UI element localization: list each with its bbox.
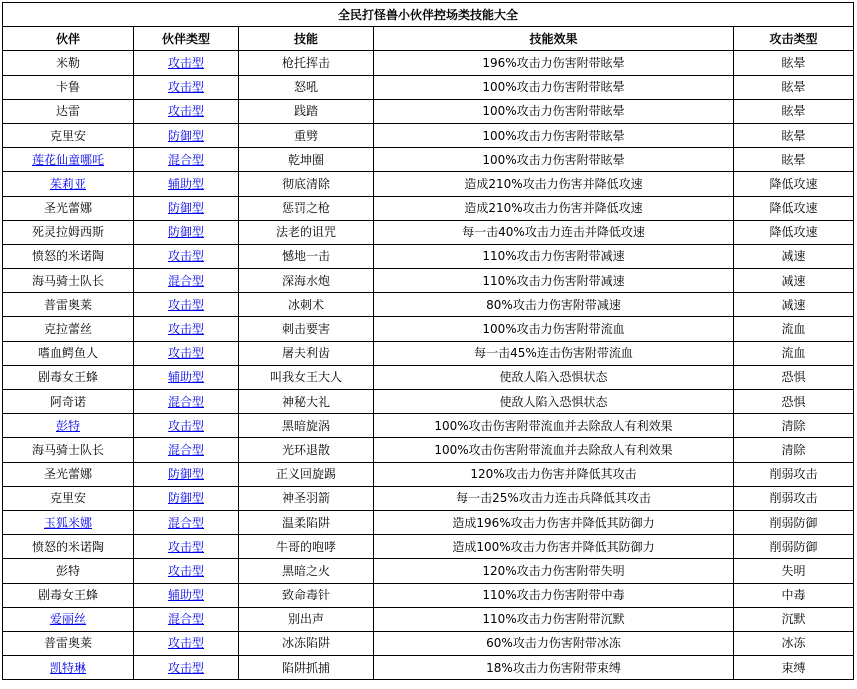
partner-type-link[interactable]: 攻击型 xyxy=(167,297,204,312)
skill-effect-text: 100%攻击伤害附带流血并去除敌人有利效果 xyxy=(434,418,673,433)
partner-type-link[interactable]: 混合型 xyxy=(167,273,204,288)
skill-name: 冰冻陷阱 xyxy=(281,636,330,651)
partner-type-cell xyxy=(134,220,239,244)
skill-name: 乾坤圈 xyxy=(287,152,324,167)
skill-effect-cell xyxy=(374,196,734,220)
attack-type-text: 眩晕 xyxy=(781,80,806,95)
partner-type-cell xyxy=(134,341,239,365)
attack-type-cell xyxy=(734,510,854,534)
skill-name: 重劈 xyxy=(293,128,318,143)
skill-effect-text: 18%攻击力伤害附带束缚 xyxy=(486,660,621,675)
skill-name: 彻底清除 xyxy=(281,176,330,191)
table-row xyxy=(3,607,854,631)
attack-type-cell xyxy=(734,269,854,293)
skill-cell xyxy=(239,293,374,317)
partner-type-link[interactable]: 攻击型 xyxy=(167,346,204,361)
header-partner: 伙伴 xyxy=(3,27,134,51)
table-row xyxy=(3,656,854,680)
skill-effect-text: 110%攻击力伤害附带沉默 xyxy=(482,612,625,627)
partner-cell xyxy=(3,172,134,196)
partner-cell xyxy=(3,244,134,268)
skill-cell xyxy=(239,414,374,438)
skill-effect-cell xyxy=(374,123,734,147)
attack-type-text: 流血 xyxy=(781,322,806,337)
attack-type-cell xyxy=(734,365,854,389)
skill-effect-cell xyxy=(374,148,734,172)
skill-name: 法老的诅咒 xyxy=(275,225,336,240)
attack-type-text: 眩晕 xyxy=(781,55,806,70)
skill-effect-text: 120%攻击力伤害并降低其攻击 xyxy=(470,467,637,482)
attack-type-text: 降低攻速 xyxy=(769,201,818,216)
partner-cell xyxy=(3,462,134,486)
attack-type-text: 眩晕 xyxy=(781,104,806,119)
table-row xyxy=(3,414,854,438)
partner-type-cell xyxy=(134,148,239,172)
partner-name: 愤怒的米诺陶 xyxy=(31,249,104,264)
partner-name: 海马骑士队长 xyxy=(31,442,104,457)
table-row xyxy=(3,123,854,147)
skill-effect-cell xyxy=(374,390,734,414)
skill-name: 光环退散 xyxy=(281,442,330,457)
partner-cell xyxy=(3,341,134,365)
skill-name: 枪托挥击 xyxy=(281,55,330,70)
partner-cell xyxy=(3,559,134,583)
skill-cell xyxy=(239,172,374,196)
skill-effect-cell xyxy=(374,607,734,631)
attack-type-text: 削弱攻击 xyxy=(769,467,818,482)
skill-cell xyxy=(239,220,374,244)
attack-type-cell xyxy=(734,196,854,220)
attack-type-cell xyxy=(734,535,854,559)
partner-cell xyxy=(3,75,134,99)
skill-effect-cell xyxy=(374,559,734,583)
skill-cell xyxy=(239,510,374,534)
partner-name: 卡鲁 xyxy=(55,80,80,95)
partner-type-cell xyxy=(134,172,239,196)
attack-type-text: 束缚 xyxy=(781,660,806,675)
skill-name: 陷阱抓捕 xyxy=(281,660,330,675)
partner-name: 圣光蕾娜 xyxy=(43,467,92,482)
skill-cell xyxy=(239,51,374,75)
partner-name: 圣光蕾娜 xyxy=(43,201,92,216)
attack-type-cell xyxy=(734,293,854,317)
attack-type-text: 削弱防御 xyxy=(769,539,818,554)
skill-effect-cell xyxy=(374,438,734,462)
attack-type-cell xyxy=(734,607,854,631)
attack-type-text: 流血 xyxy=(781,346,806,361)
skill-effect-cell xyxy=(374,172,734,196)
skill-cell xyxy=(239,244,374,268)
table-row xyxy=(3,535,854,559)
skill-effect-text: 120%攻击力伤害附带失明 xyxy=(482,563,625,578)
skill-effect-text: 每一击45%连击伤害附带流血 xyxy=(474,346,633,361)
header-attack-type: 攻击类型 xyxy=(734,27,854,51)
title-row xyxy=(3,3,854,27)
table-row xyxy=(3,269,854,293)
table-row xyxy=(3,559,854,583)
table-row xyxy=(3,510,854,534)
partner-type-link[interactable]: 防御型 xyxy=(167,128,204,143)
skill-effect-text: 100%攻击力伤害附带眩晕 xyxy=(482,152,625,167)
partner-type-link[interactable]: 辅助型 xyxy=(167,370,204,385)
partner-cell xyxy=(3,535,134,559)
attack-type-text: 减速 xyxy=(781,249,806,264)
skill-effect-cell xyxy=(374,51,734,75)
partner-name: 剧毒女王蜂 xyxy=(37,588,98,603)
attack-type-cell xyxy=(734,486,854,510)
partner-name: 克拉蕾丝 xyxy=(43,322,92,337)
partner-cell xyxy=(3,220,134,244)
table-row xyxy=(3,99,854,123)
partner-type-link[interactable]: 攻击型 xyxy=(167,660,204,675)
skill-name: 神秘大礼 xyxy=(281,394,330,409)
partner-name: 嗜血鳄鱼人 xyxy=(37,346,98,361)
skill-cell xyxy=(239,656,374,680)
partner-type-link[interactable]: 攻击型 xyxy=(167,104,204,119)
partner-name: 克里安 xyxy=(49,128,86,143)
attack-type-text: 沉默 xyxy=(781,612,806,627)
skill-cell xyxy=(239,123,374,147)
attack-type-text: 减速 xyxy=(781,273,806,288)
skill-effect-cell xyxy=(374,220,734,244)
table-row xyxy=(3,462,854,486)
skill-name: 叫我女王大人 xyxy=(269,370,342,385)
table-row xyxy=(3,75,854,99)
skill-name: 践踏 xyxy=(293,104,318,119)
partner-link[interactable]: 彭特 xyxy=(55,418,80,433)
attack-type-cell xyxy=(734,583,854,607)
skill-effect-text: 100%攻击力伤害附带眩晕 xyxy=(482,104,625,119)
attack-type-text: 眩晕 xyxy=(781,152,806,167)
attack-type-text: 眩晕 xyxy=(781,128,806,143)
partner-type-link[interactable]: 防御型 xyxy=(167,467,204,482)
partner-type-link[interactable]: 攻击型 xyxy=(167,563,204,578)
table-row xyxy=(3,486,854,510)
skill-name: 神圣羽箭 xyxy=(281,491,330,506)
skill-effect-cell xyxy=(374,535,734,559)
table-row xyxy=(3,438,854,462)
skill-effect-text: 110%攻击力伤害附带中毒 xyxy=(482,588,625,603)
skill-cell xyxy=(239,438,374,462)
attack-type-text: 恐惧 xyxy=(781,370,806,385)
header-skill: 技能 xyxy=(239,27,374,51)
partner-cell xyxy=(3,51,134,75)
partner-cell xyxy=(3,656,134,680)
partner-type-link[interactable]: 混合型 xyxy=(167,612,204,627)
partner-name: 普雷奥莱 xyxy=(43,297,92,312)
skill-name: 黑暗旋涡 xyxy=(281,418,330,433)
attack-type-text: 减速 xyxy=(781,297,806,312)
skill-effect-text: 造成210%攻击力伤害并降低攻速 xyxy=(464,176,643,191)
attack-type-cell xyxy=(734,51,854,75)
attack-type-text: 削弱攻击 xyxy=(769,491,818,506)
partner-type-link[interactable]: 混合型 xyxy=(167,515,204,530)
partner-name: 达雷 xyxy=(55,104,80,119)
table-title: 全民打怪兽小伙伴控场类技能大全 xyxy=(3,3,854,27)
skill-effect-cell xyxy=(374,631,734,655)
skill-cell xyxy=(239,341,374,365)
partner-cell xyxy=(3,631,134,655)
skill-effect-text: 使敌人陷入恐惧状态 xyxy=(499,394,608,409)
skill-cell xyxy=(239,559,374,583)
partner-type-link[interactable]: 辅助型 xyxy=(167,176,204,191)
attack-type-cell xyxy=(734,317,854,341)
skill-effect-cell xyxy=(374,510,734,534)
partner-type-cell xyxy=(134,462,239,486)
skill-name: 别出声 xyxy=(287,612,324,627)
skill-cell xyxy=(239,365,374,389)
attack-type-cell xyxy=(734,75,854,99)
partner-cell xyxy=(3,196,134,220)
partner-type-cell xyxy=(134,438,239,462)
partner-cell xyxy=(3,510,134,534)
partner-cell xyxy=(3,99,134,123)
skill-name: 憾地一击 xyxy=(281,249,330,264)
partner-type-link[interactable]: 攻击型 xyxy=(167,418,204,433)
partner-cell xyxy=(3,583,134,607)
attack-type-text: 清除 xyxy=(781,442,806,457)
attack-type-cell xyxy=(734,123,854,147)
header-partner-type: 伙伴类型 xyxy=(134,27,239,51)
skill-effect-cell xyxy=(374,99,734,123)
partner-type-cell xyxy=(134,51,239,75)
skill-cell xyxy=(239,75,374,99)
skill-effect-text: 110%攻击力伤害附带减速 xyxy=(482,273,625,288)
attack-type-text: 失明 xyxy=(781,563,806,578)
header-skill-effect: 技能效果 xyxy=(374,27,734,51)
table-row xyxy=(3,196,854,220)
attack-type-text: 恐惧 xyxy=(781,394,806,409)
skills-table xyxy=(2,2,854,680)
skill-cell xyxy=(239,535,374,559)
skill-cell xyxy=(239,99,374,123)
partner-type-link[interactable]: 攻击型 xyxy=(167,636,204,651)
partner-name: 海马骑士队长 xyxy=(31,273,104,288)
attack-type-cell xyxy=(734,172,854,196)
skill-effect-text: 100%攻击力伤害附带流血 xyxy=(482,322,625,337)
partner-type-cell xyxy=(134,365,239,389)
skill-name: 刺击要害 xyxy=(281,322,330,337)
partner-type-cell xyxy=(134,123,239,147)
partner-type-link[interactable]: 混合型 xyxy=(167,442,204,457)
attack-type-cell xyxy=(734,438,854,462)
attack-type-cell xyxy=(734,631,854,655)
partner-name: 剧毒女王蜂 xyxy=(37,370,98,385)
partner-name: 普雷奥莱 xyxy=(43,636,92,651)
skill-name: 深海水炮 xyxy=(281,273,330,288)
attack-type-cell xyxy=(734,148,854,172)
table-row xyxy=(3,220,854,244)
partner-type-cell xyxy=(134,196,239,220)
skill-name: 冰刺术 xyxy=(287,297,324,312)
skill-effect-text: 60%攻击力伤害附带冰冻 xyxy=(486,636,621,651)
skill-effect-cell xyxy=(374,317,734,341)
partner-type-link[interactable]: 攻击型 xyxy=(167,249,204,264)
partner-type-link[interactable]: 攻击型 xyxy=(167,80,204,95)
skill-effect-text: 每一击40%攻击力连击并降低攻速 xyxy=(462,225,645,240)
skill-effect-text: 100%攻击伤害附带流血并去除敌人有利效果 xyxy=(434,442,673,457)
partner-cell xyxy=(3,148,134,172)
skill-effect-text: 造成210%攻击力伤害并降低攻速 xyxy=(464,201,643,216)
partner-type-link[interactable]: 防御型 xyxy=(167,201,204,216)
skill-effect-cell xyxy=(374,462,734,486)
attack-type-cell xyxy=(734,462,854,486)
partner-cell xyxy=(3,414,134,438)
skill-name: 温柔陷阱 xyxy=(281,515,330,530)
skill-name: 致命毒针 xyxy=(281,588,330,603)
table-row xyxy=(3,244,854,268)
table-row xyxy=(3,365,854,389)
partner-cell xyxy=(3,269,134,293)
skill-cell xyxy=(239,462,374,486)
skill-name: 正义回旋踢 xyxy=(275,467,336,482)
skill-cell xyxy=(239,317,374,341)
header-row xyxy=(3,27,854,51)
attack-type-text: 削弱防御 xyxy=(769,515,818,530)
partner-cell xyxy=(3,607,134,631)
skill-name: 怒吼 xyxy=(293,80,318,95)
partner-type-cell xyxy=(134,583,239,607)
partner-cell xyxy=(3,317,134,341)
skill-effect-cell xyxy=(374,269,734,293)
partner-type-cell xyxy=(134,559,239,583)
partner-type-link[interactable]: 防御型 xyxy=(167,491,204,506)
partner-name: 彭特 xyxy=(55,563,80,578)
skill-effect-cell xyxy=(374,365,734,389)
skill-effect-cell xyxy=(374,75,734,99)
skill-cell xyxy=(239,583,374,607)
partner-type-cell xyxy=(134,510,239,534)
partner-type-cell xyxy=(134,656,239,680)
attack-type-cell xyxy=(734,390,854,414)
partner-cell xyxy=(3,123,134,147)
partner-cell xyxy=(3,438,134,462)
partner-type-link[interactable]: 攻击型 xyxy=(167,55,204,70)
skill-cell xyxy=(239,148,374,172)
attack-type-cell xyxy=(734,341,854,365)
table-row xyxy=(3,172,854,196)
table-body xyxy=(3,51,854,680)
partner-type-cell xyxy=(134,75,239,99)
skill-cell xyxy=(239,486,374,510)
skill-effect-text: 造成100%攻击力伤害并降低其防御力 xyxy=(452,539,655,554)
skill-name: 惩罚之枪 xyxy=(281,201,330,216)
partner-type-cell xyxy=(134,607,239,631)
partner-type-link[interactable]: 辅助型 xyxy=(167,588,204,603)
attack-type-text: 清除 xyxy=(781,418,806,433)
partner-name: 死灵拉姆西斯 xyxy=(31,225,104,240)
attack-type-cell xyxy=(734,220,854,244)
partner-type-cell xyxy=(134,631,239,655)
partner-cell xyxy=(3,390,134,414)
skill-effect-text: 100%攻击力伤害附带眩晕 xyxy=(482,128,625,143)
partner-cell xyxy=(3,293,134,317)
partner-type-cell xyxy=(134,99,239,123)
skill-effect-text: 使敌人陷入恐惧状态 xyxy=(499,370,608,385)
partner-type-link[interactable]: 混合型 xyxy=(167,394,204,409)
skill-effect-text: 每一击25%攻击力连击兵降低其攻击 xyxy=(456,491,651,506)
skill-effect-text: 100%攻击力伤害附带眩晕 xyxy=(482,80,625,95)
skill-cell xyxy=(239,607,374,631)
skill-effect-cell xyxy=(374,583,734,607)
skill-effect-text: 80%攻击力伤害附带减速 xyxy=(486,297,621,312)
attack-type-cell xyxy=(734,559,854,583)
skill-effect-text: 110%攻击力伤害附带减速 xyxy=(482,249,625,264)
partner-type-cell xyxy=(134,293,239,317)
partner-cell xyxy=(3,486,134,510)
skill-effect-text: 196%攻击力伤害附带眩晕 xyxy=(482,55,625,70)
attack-type-text: 冰冻 xyxy=(781,636,806,651)
skill-name: 牛哥的咆哮 xyxy=(275,539,336,554)
table-row xyxy=(3,631,854,655)
skill-cell xyxy=(239,196,374,220)
skill-effect-cell xyxy=(374,414,734,438)
partner-name: 克里安 xyxy=(49,491,86,506)
table-row xyxy=(3,583,854,607)
table-row xyxy=(3,317,854,341)
partner-name: 米勒 xyxy=(55,55,80,70)
attack-type-cell xyxy=(734,414,854,438)
skill-cell xyxy=(239,269,374,293)
skill-effect-cell xyxy=(374,486,734,510)
partner-type-cell xyxy=(134,317,239,341)
skill-cell xyxy=(239,631,374,655)
skill-cell xyxy=(239,390,374,414)
partner-type-cell xyxy=(134,535,239,559)
skill-name: 黑暗之火 xyxy=(281,563,330,578)
table-row xyxy=(3,51,854,75)
table-row xyxy=(3,293,854,317)
partner-link[interactable]: 凯特琳 xyxy=(49,660,86,675)
attack-type-text: 中毒 xyxy=(781,588,806,603)
skill-effect-cell xyxy=(374,244,734,268)
partner-type-cell xyxy=(134,486,239,510)
partner-link[interactable]: 爱丽丝 xyxy=(49,612,86,627)
skill-name: 屠夫利齿 xyxy=(281,346,330,361)
attack-type-text: 降低攻速 xyxy=(769,176,818,191)
table-row xyxy=(3,390,854,414)
partner-link[interactable]: 茱莉亚 xyxy=(49,176,86,191)
partner-type-link[interactable]: 混合型 xyxy=(167,152,204,167)
partner-type-link[interactable]: 攻击型 xyxy=(167,539,204,554)
skill-effect-cell xyxy=(374,656,734,680)
attack-type-cell xyxy=(734,99,854,123)
attack-type-text: 降低攻速 xyxy=(769,225,818,240)
partner-link[interactable]: 莲花仙童哪吒 xyxy=(31,152,104,167)
partner-type-cell xyxy=(134,390,239,414)
table-row xyxy=(3,148,854,172)
partner-type-cell xyxy=(134,414,239,438)
partner-name: 阿奇诺 xyxy=(49,394,86,409)
skill-effect-cell xyxy=(374,341,734,365)
table-row xyxy=(3,341,854,365)
attack-type-cell xyxy=(734,656,854,680)
partner-type-cell xyxy=(134,244,239,268)
partner-type-link[interactable]: 攻击型 xyxy=(167,322,204,337)
partner-type-link[interactable]: 防御型 xyxy=(167,225,204,240)
attack-type-cell xyxy=(734,244,854,268)
partner-name: 愤怒的米诺陶 xyxy=(31,539,104,554)
partner-link[interactable]: 玉狐米娜 xyxy=(43,515,92,530)
partner-type-cell xyxy=(134,269,239,293)
skill-effect-text: 造成196%攻击力伤害并降低其防御力 xyxy=(452,515,655,530)
partner-cell xyxy=(3,365,134,389)
skill-effect-cell xyxy=(374,293,734,317)
